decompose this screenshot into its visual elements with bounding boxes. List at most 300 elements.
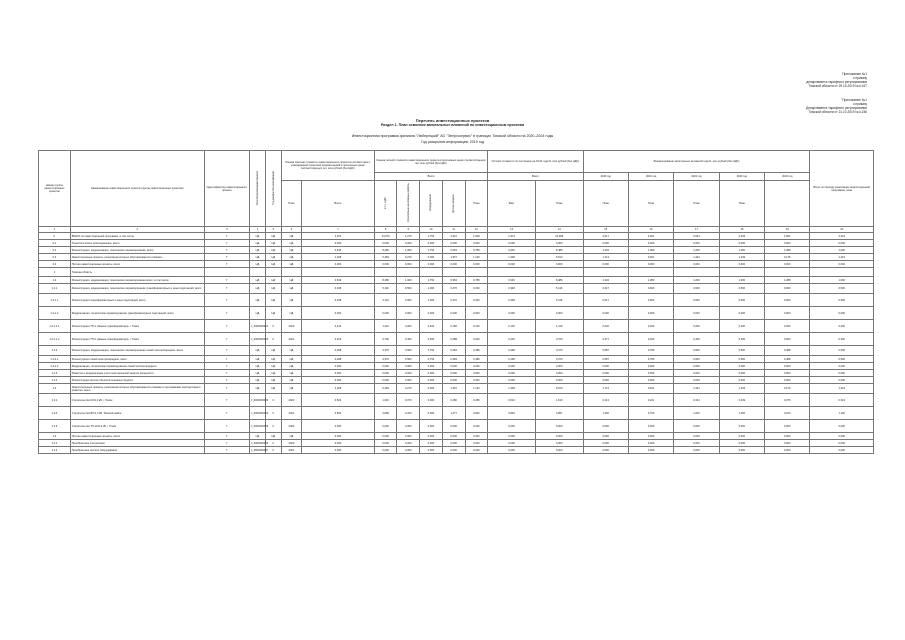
cell-value: 0,000 xyxy=(719,370,764,377)
header-plan-2024: План xyxy=(719,181,764,227)
cell-value: 5,116 xyxy=(374,284,397,294)
cell-value: 0,646 xyxy=(302,277,375,284)
cell-value xyxy=(465,268,488,277)
cell-value: 1,974 xyxy=(302,233,375,240)
header-y2021: 2021 год xyxy=(628,173,673,181)
cell-value: 0,000 xyxy=(583,447,628,454)
cell-value: 3,370 xyxy=(535,356,583,363)
cell-value: 0,489 xyxy=(465,356,488,363)
cell-value xyxy=(719,268,764,277)
cell-value: 0,000 xyxy=(420,261,443,268)
cell-value: НД xyxy=(249,384,265,394)
cell-value: 1,000 xyxy=(420,294,443,307)
table-row xyxy=(39,277,874,284)
cell-value: 0,000 xyxy=(302,420,375,433)
cell-value: 0,300 xyxy=(719,333,764,346)
cell-value: 0,000 xyxy=(765,440,810,447)
cell-value: НД xyxy=(281,363,301,370)
cell-value: 0,000 xyxy=(628,363,673,370)
cell-value: 1,388 xyxy=(765,247,810,254)
cell-value: 0,000 xyxy=(374,261,397,268)
cell-value: 0,000 xyxy=(535,440,583,447)
table-row xyxy=(39,307,874,320)
cell-value: 3,370 xyxy=(374,346,397,356)
project-name: Инвестиционные проекты, реализация которых обуславливается схемами и программами перспективного развития, всего xyxy=(70,384,204,394)
cell-value xyxy=(488,268,536,277)
column-number: 20 xyxy=(810,227,874,233)
cell-value: 0,249 xyxy=(719,394,764,407)
cell-value: С xyxy=(265,420,281,433)
cell-value: 1,713 xyxy=(583,384,628,394)
header-fact-group: Остаток стоимости по состоянию на 01.01 года N, млн рублей (без НДС) xyxy=(488,151,583,173)
approval-line: "Приложение №1 xyxy=(841,98,867,102)
cell-value: 1,754 xyxy=(420,277,443,284)
cell-value: 1,000 xyxy=(674,407,719,420)
header-nds: в т.ч. НДС xyxy=(374,181,397,227)
cell-value: 1,380 xyxy=(628,277,673,284)
project-name: Прочие инвестиционные проекты, всего xyxy=(70,433,204,440)
cell-value: 0,000 xyxy=(465,363,488,370)
cell-value: 0,000 xyxy=(674,420,719,433)
cell-value: 0,804 xyxy=(302,407,375,420)
cell-value: 0,348 xyxy=(488,294,536,307)
table-row xyxy=(39,284,874,294)
header-fact: Факт xyxy=(488,181,536,227)
row-number: 1.2.1.1.1 xyxy=(39,320,71,333)
row-number: 1.2.1 xyxy=(39,284,71,294)
cell-value: 0,000 xyxy=(488,433,536,440)
cell-value: 0,298 xyxy=(302,346,375,356)
cell-value: Г xyxy=(204,240,249,247)
cell-value: 0,921 xyxy=(628,384,673,394)
cell-value: 0,200 xyxy=(810,320,874,333)
cell-value: 1,416 xyxy=(535,320,583,333)
cell-value: НД xyxy=(281,377,301,384)
cell-value: НД xyxy=(281,277,301,284)
table-row xyxy=(39,254,874,261)
cell-value: 0,000 xyxy=(583,440,628,447)
column-number: 9 xyxy=(397,227,420,233)
cell-value xyxy=(583,268,628,277)
column-number: 15 xyxy=(583,227,628,233)
cell-value: 0,132 xyxy=(302,320,375,333)
cell-value xyxy=(265,268,281,277)
cell-value: 0,000 xyxy=(302,440,375,447)
row-number: 1.3.1 xyxy=(39,394,71,407)
cell-value: 3,370 xyxy=(374,356,397,363)
cell-value: Г xyxy=(204,284,249,294)
cell-value: 0,500 xyxy=(397,356,420,363)
cell-value: 0,000 xyxy=(488,240,536,247)
cell-value: 1,300 xyxy=(583,407,628,420)
cell-value: 0,000 xyxy=(765,307,810,320)
cell-value: 0,176 xyxy=(765,254,810,261)
cell-value: 0,000 xyxy=(420,307,443,320)
cell-value: 0,470 xyxy=(442,294,465,307)
cell-value: 1,000 xyxy=(719,247,764,254)
cell-value xyxy=(204,268,249,277)
cell-value: 14,999 xyxy=(535,233,583,240)
cell-value: НД xyxy=(265,261,281,268)
cell-value: 0,000 xyxy=(765,370,810,377)
cell-value: 1,000 xyxy=(397,247,420,254)
cell-value: Г xyxy=(204,277,249,284)
cell-value: 0,000 xyxy=(583,240,628,247)
cell-value: НД xyxy=(265,384,281,394)
row-number: 1.2.2 xyxy=(39,346,71,356)
cell-value: НД xyxy=(281,233,301,240)
cell-value: 0,000 xyxy=(810,363,874,370)
cell-value: Г xyxy=(204,384,249,394)
cell-value: 0,500 xyxy=(719,346,764,356)
table-row xyxy=(39,268,874,277)
cell-value: 0,617 xyxy=(583,294,628,307)
cell-value: НД xyxy=(281,247,301,254)
cell-value: НД xyxy=(265,254,281,261)
cell-value: 0,524 xyxy=(488,394,536,407)
cell-value: Г xyxy=(204,233,249,240)
cell-value: 0,000 xyxy=(628,440,673,447)
cell-value: 0,000 xyxy=(488,377,536,384)
cell-value: 0,413 xyxy=(583,394,628,407)
table-row xyxy=(39,240,874,247)
cell-value: 0,587 xyxy=(583,356,628,363)
cell-value: 1,616 xyxy=(535,394,583,407)
cell-value: 0,270 xyxy=(397,254,420,261)
cell-value: 1,000 xyxy=(397,277,420,284)
row-number: 0.4 xyxy=(39,261,71,268)
cell-value: 0,000 xyxy=(765,447,810,454)
project-name: Реконструкция ТП-1 (замена трансформатора), г. Томск xyxy=(70,320,204,333)
cell-value xyxy=(420,268,443,277)
cell-value: 0,600 xyxy=(674,346,719,356)
table-row xyxy=(39,433,874,440)
cell-value: 0,000 xyxy=(583,420,628,433)
row-number: 0.3 xyxy=(39,254,71,261)
cell-value: 8,486 xyxy=(374,247,397,254)
row-number: 0 xyxy=(39,233,71,240)
cell-value: Г xyxy=(204,333,249,346)
cell-value: 0,000 xyxy=(535,370,583,377)
cell-value: 2,249 xyxy=(719,233,764,240)
column-number: 4 xyxy=(249,227,265,233)
cell-value: 5,116 xyxy=(535,284,583,294)
cell-value: Г xyxy=(204,307,249,320)
cell-value: 2020 xyxy=(281,320,301,333)
cell-value: 1,419 xyxy=(810,254,874,261)
cell-value: НД xyxy=(281,356,301,363)
cell-value: 1,100 xyxy=(810,407,874,420)
project-name: Реконструкция трансформаторных и иных подстанций, всего xyxy=(70,294,204,307)
cell-value: 0,646 xyxy=(302,247,375,254)
cell-value: 2021 xyxy=(281,407,301,420)
cell-value: 6,513 xyxy=(535,384,583,394)
cell-value: 0,000 xyxy=(674,261,719,268)
cell-value: 0,240 xyxy=(583,320,628,333)
cell-value: 0,000 xyxy=(810,440,874,447)
cell-value: 0,000 xyxy=(810,370,874,377)
header-plan: План xyxy=(281,181,301,227)
cell-value: НД xyxy=(249,261,265,268)
cell-value: 0,200 xyxy=(719,320,764,333)
cell-value: 0,617 xyxy=(583,284,628,294)
cell-value: J_0000000006 xyxy=(250,441,269,445)
cell-value: 0,000 xyxy=(535,433,583,440)
approval-line: к приказу xyxy=(853,102,867,106)
cell-value: 0,000 xyxy=(420,433,443,440)
cell-value: 0,646 xyxy=(488,247,536,254)
header-finance-group: Финансирование капитальных вложений года N, млн рублей (без НДС) xyxy=(583,151,810,173)
cell-value: НД xyxy=(249,356,265,363)
cell-value: 1,000 xyxy=(719,277,764,284)
cell-value: 0,600 xyxy=(628,294,673,307)
cell-value: 0,470 xyxy=(442,284,465,294)
table-row xyxy=(39,346,874,356)
cell-value: 3,700 xyxy=(374,333,397,346)
cell-value: J_0000000005 xyxy=(249,420,265,433)
cell-value: 0,300 xyxy=(765,320,810,333)
cell-value: 0,298 xyxy=(488,356,536,363)
cell-value: 0,000 xyxy=(442,240,465,247)
project-name: Реконструкция, модернизация, техническое перевооружение всего, в том числе: xyxy=(70,277,204,284)
cell-value: 0,484 xyxy=(442,346,465,356)
program-title: Инвестиционная программа филиала "Люберецкий" АО "Энергосервис" в границах Томской области на 2020–2024 годы xyxy=(351,134,554,138)
cell-value: 0,000 xyxy=(302,261,375,268)
cell-value: 0,000 xyxy=(374,307,397,320)
cell-value: 0,000 xyxy=(374,447,397,454)
table-row xyxy=(39,394,874,407)
cell-value: 0,000 xyxy=(302,240,375,247)
cell-value: 0,000 xyxy=(535,240,583,247)
approval-block-2 xyxy=(806,98,867,114)
project-name: Строительство КЛ-0,4 кВ, г. Томск xyxy=(70,394,204,407)
header-plan-2021: План xyxy=(583,181,628,227)
cell-value: 1,416 xyxy=(374,320,397,333)
approval-line: Департамента тарифного регулирования xyxy=(806,106,867,110)
cell-value xyxy=(535,268,583,277)
cell-value: Г xyxy=(204,356,249,363)
cell-value: 0,000 xyxy=(302,363,375,370)
cell-value: 0,000 xyxy=(765,240,810,247)
cell-value: НД xyxy=(281,307,301,320)
cell-value: 1,974 xyxy=(488,233,536,240)
project-name: Развитие и модернизация учета электрической энергии (мощности) xyxy=(70,370,204,377)
cell-value: 0,000 xyxy=(488,440,536,447)
cell-value: 0,600 xyxy=(420,333,443,346)
cell-value: 0,500 xyxy=(810,294,874,307)
cell-value: 0,000 xyxy=(374,420,397,433)
header-plan-2020: План xyxy=(535,181,583,227)
cell-value: 1,249 xyxy=(719,384,764,394)
cell-value: 0,754 xyxy=(420,356,443,363)
cell-value: НД xyxy=(249,233,265,240)
cell-value: 0,300 xyxy=(397,333,420,346)
row-number: 1.2.2.2 xyxy=(39,363,71,370)
cell-value: 0,300 xyxy=(465,284,488,294)
cell-value: 2021 xyxy=(281,447,301,454)
cell-value: 0,319 xyxy=(810,394,874,407)
cell-value: НД xyxy=(281,433,301,440)
cell-value: 0,500 xyxy=(397,294,420,307)
approval-line: Приложение №1 xyxy=(842,72,867,76)
project-name: Томская область xyxy=(70,268,204,277)
cell-value: 0,000 xyxy=(810,240,874,247)
header-y2024: 2024 год xyxy=(765,173,810,181)
row-number: 1 xyxy=(39,268,71,277)
cell-value: 6,484 xyxy=(374,384,397,394)
cell-value: 0,000 xyxy=(628,420,673,433)
cell-value: 1,616 xyxy=(374,394,397,407)
cell-value: НД xyxy=(281,254,301,261)
header-plan-fact: План xyxy=(465,181,488,227)
cell-value: 0,280 xyxy=(465,394,488,407)
cell-value: НД xyxy=(265,284,281,294)
disclosure-year: Год раскрытия информации: 2019 год xyxy=(421,140,484,144)
cell-value xyxy=(397,268,420,277)
cell-value: 0,900 xyxy=(765,284,810,294)
column-number: 8 xyxy=(374,227,397,233)
cell-value: 0,000 xyxy=(719,420,764,433)
cell-value: 1,000 xyxy=(420,284,443,294)
cell-value: 0,500 xyxy=(810,346,874,356)
cell-value: Г xyxy=(204,363,249,370)
column-number: 6 xyxy=(281,227,301,233)
cell-value: 0,000 xyxy=(488,261,536,268)
cell-value: 0,000 xyxy=(628,447,673,454)
cell-value: 0,216 xyxy=(488,333,536,346)
cell-value: 0,200 xyxy=(397,407,420,420)
cell-value: 1,344 xyxy=(674,384,719,394)
cell-value: 0,600 xyxy=(674,356,719,363)
cell-value: 0,000 xyxy=(442,420,465,433)
cell-value: 0,000 xyxy=(420,447,443,454)
cell-value: НД xyxy=(281,261,301,268)
cell-value: 0,000 xyxy=(397,307,420,320)
table-row xyxy=(39,363,874,370)
cell-value: 0,000 xyxy=(397,370,420,377)
cell-value: 0,000 xyxy=(465,307,488,320)
cell-value: 0,200 xyxy=(628,320,673,333)
table-row xyxy=(39,333,874,346)
cell-value: 0,600 xyxy=(765,333,810,346)
cell-value: 1,200 xyxy=(674,277,719,284)
cell-value: 0,000 xyxy=(535,363,583,370)
column-number: 12 xyxy=(465,227,488,233)
cell-value: НД xyxy=(281,384,301,394)
row-number: 1.2.1.1 xyxy=(39,294,71,307)
cell-value: Г xyxy=(204,377,249,384)
row-number: 1.2.3 xyxy=(39,370,71,377)
cell-value: 0,587 xyxy=(583,346,628,356)
cell-value: 1,120 xyxy=(465,254,488,261)
cell-value: 0,000 xyxy=(488,363,536,370)
header-total-fact: Всего xyxy=(488,173,583,181)
cell-value: 0,000 xyxy=(465,420,488,433)
cell-value: 0,000 xyxy=(535,377,583,384)
cell-value xyxy=(249,268,265,277)
cell-value: 0,500 xyxy=(719,294,764,307)
cell-value: 0,000 xyxy=(719,447,764,454)
cell-value: 8,486 xyxy=(535,247,583,254)
cell-value: НД xyxy=(265,307,281,320)
cell-value: 0,348 xyxy=(302,284,375,294)
cell-value: 2022 xyxy=(281,420,301,433)
cell-value: 0,270 xyxy=(397,384,420,394)
cell-value: 0,344 xyxy=(674,394,719,407)
cell-value: 0,646 xyxy=(488,277,536,284)
header-total-sub: Всего xyxy=(302,181,375,227)
cell-value: 0,100 xyxy=(465,320,488,333)
cell-value: НД xyxy=(265,346,281,356)
project-name: ВСЕГО по инвестиционной программе, в том числе: xyxy=(70,233,204,240)
row-number: 1.4 xyxy=(39,433,71,440)
cell-value: 0,000 xyxy=(442,447,465,454)
cell-value: 0,000 xyxy=(465,440,488,447)
project-name: Реконструкция, модернизация, техническое перевооружение линий электропередачи, всего xyxy=(70,346,204,356)
cell-value: 1,000 xyxy=(719,407,764,420)
column-number: 5 xyxy=(265,227,281,233)
row-number: 1.2.1.1.2 xyxy=(39,333,71,346)
cell-value: Г xyxy=(204,407,249,420)
cell-value xyxy=(442,268,465,277)
cell-value: 0,000 xyxy=(374,433,397,440)
cell-value: 0,000 xyxy=(397,420,420,433)
cell-value: 1,909 xyxy=(465,233,488,240)
cell-value: 0,000 xyxy=(719,240,764,247)
cell-value: 1,000 xyxy=(810,247,874,254)
cell-value: 5,116 xyxy=(374,294,397,307)
document-title: Перечень инвестиционных проектов xyxy=(415,118,490,123)
cell-value: 2,917 xyxy=(583,233,628,240)
project-name: Технологическое присоединение, всего xyxy=(70,240,204,247)
cell-value: 0,000 xyxy=(442,363,465,370)
cell-value: 0,070 xyxy=(397,394,420,407)
cell-value: 0,000 xyxy=(442,433,465,440)
cell-value: 0,840 xyxy=(465,407,488,420)
table-row xyxy=(39,320,874,333)
cell-value: 0,000 xyxy=(420,370,443,377)
header-id: Идентификатор инвестиционного проекта xyxy=(204,151,249,227)
cell-value: 0,000 xyxy=(465,261,488,268)
cell-value: 0,288 xyxy=(442,333,465,346)
cell-value: 0,221 xyxy=(628,394,673,407)
cell-value: 0,000 xyxy=(420,254,443,261)
cell-value: НД xyxy=(265,370,281,377)
cell-value: 0,000 xyxy=(465,447,488,454)
cell-value: 0,000 xyxy=(397,363,420,370)
cell-value: 0,400 xyxy=(674,333,719,346)
cell-value: НД xyxy=(281,240,301,247)
project-name: Инвестиционные проекты, реализация которых обуславливается схемами... xyxy=(70,254,204,261)
cell-value: 1,344 xyxy=(674,254,719,261)
cell-value: 0,000 xyxy=(583,377,628,384)
cell-value xyxy=(628,268,673,277)
approval-line: департамента тарифного регулирования xyxy=(806,80,867,84)
cell-value xyxy=(765,268,810,277)
header-other: прочие затраты xyxy=(442,181,465,227)
header-plan-2022: План xyxy=(628,181,673,227)
project-name: Реконструкция, модернизация, техническое перевооружение, всего xyxy=(70,247,204,254)
cell-value: НД xyxy=(281,370,301,377)
cell-value: Г xyxy=(204,320,249,333)
cell-value: 1,204 xyxy=(583,247,628,254)
cell-value: Г xyxy=(204,254,249,261)
header-y2020: 2020 год xyxy=(583,173,628,181)
cell-value: 0,000 xyxy=(674,440,719,447)
cell-value: 2,419 xyxy=(810,233,874,240)
cell-value: 0,000 xyxy=(719,377,764,384)
cell-value: 0,100 xyxy=(765,407,810,420)
